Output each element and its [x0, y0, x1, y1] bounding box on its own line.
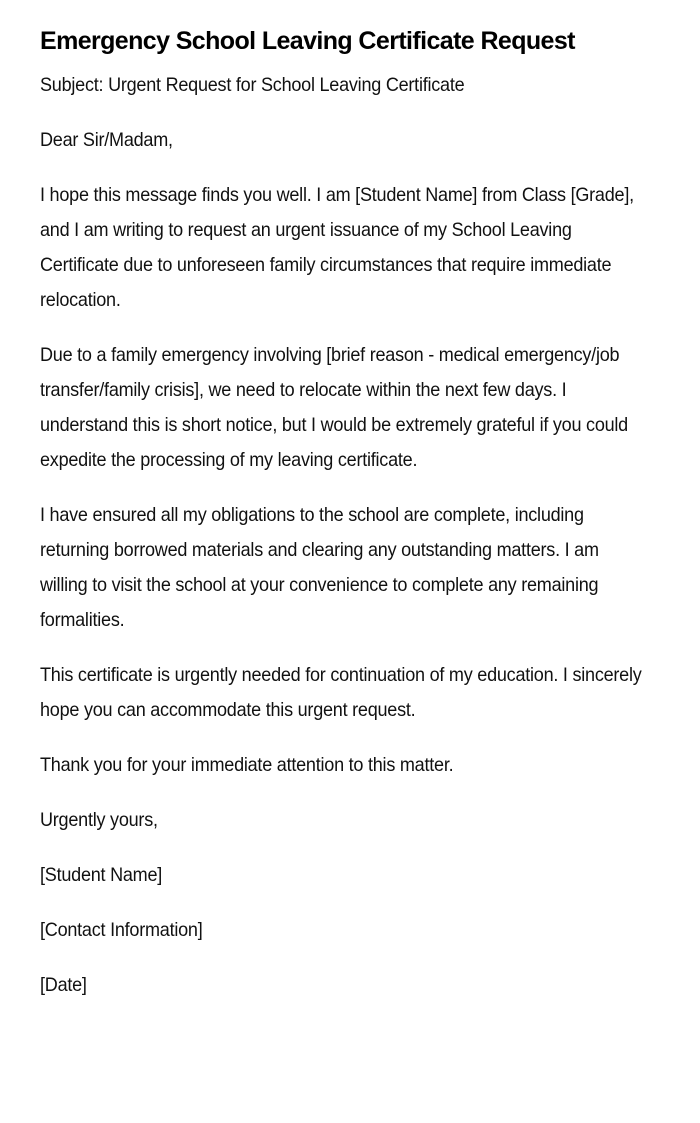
letter-subject: Subject: Urgent Request for School Leaving Certificate	[40, 75, 465, 96]
letter-paragraph-reason: Due to a family emergency involving [brief reason - medical emergency/job transfer/family crisis], we need to relocate within the next few days. I understand this is short notice, but I would be extremely grateful if you could expedite the processing of my leaving certificate.	[40, 345, 628, 471]
signature-date: [Date]	[40, 975, 87, 996]
letter-paragraph-obligations: I have ensured all my obligations to the school are complete, including returning borrowed materials and clearing any outstanding matters. I am willing to visit the school at your convenience to complete any remaining formalities.	[40, 505, 599, 631]
letter-paragraph-urgency: This certificate is urgently needed for continuation of my education. I sincerely hope you can accommodate this urgent request.	[40, 665, 642, 721]
letter-paragraph-thanks: Thank you for your immediate attention to this matter.	[40, 755, 454, 776]
letter-title: Emergency School Leaving Certificate Request	[40, 27, 575, 55]
letter-salutation: Dear Sir/Madam,	[40, 130, 173, 151]
letter-document	[40, 22, 640, 1023]
signature-name: [Student Name]	[40, 865, 163, 886]
letter-paragraph-intro: I hope this message finds you well. I am [Student Name] from Class [Grade], and I am writing to request an urgent issuance of my School Leaving Certificate due to unforeseen family circumstances that require immediate relocation.	[40, 185, 634, 311]
signature-contact: [Contact Information]	[40, 920, 203, 941]
letter-closing: Urgently yours,	[40, 810, 158, 831]
